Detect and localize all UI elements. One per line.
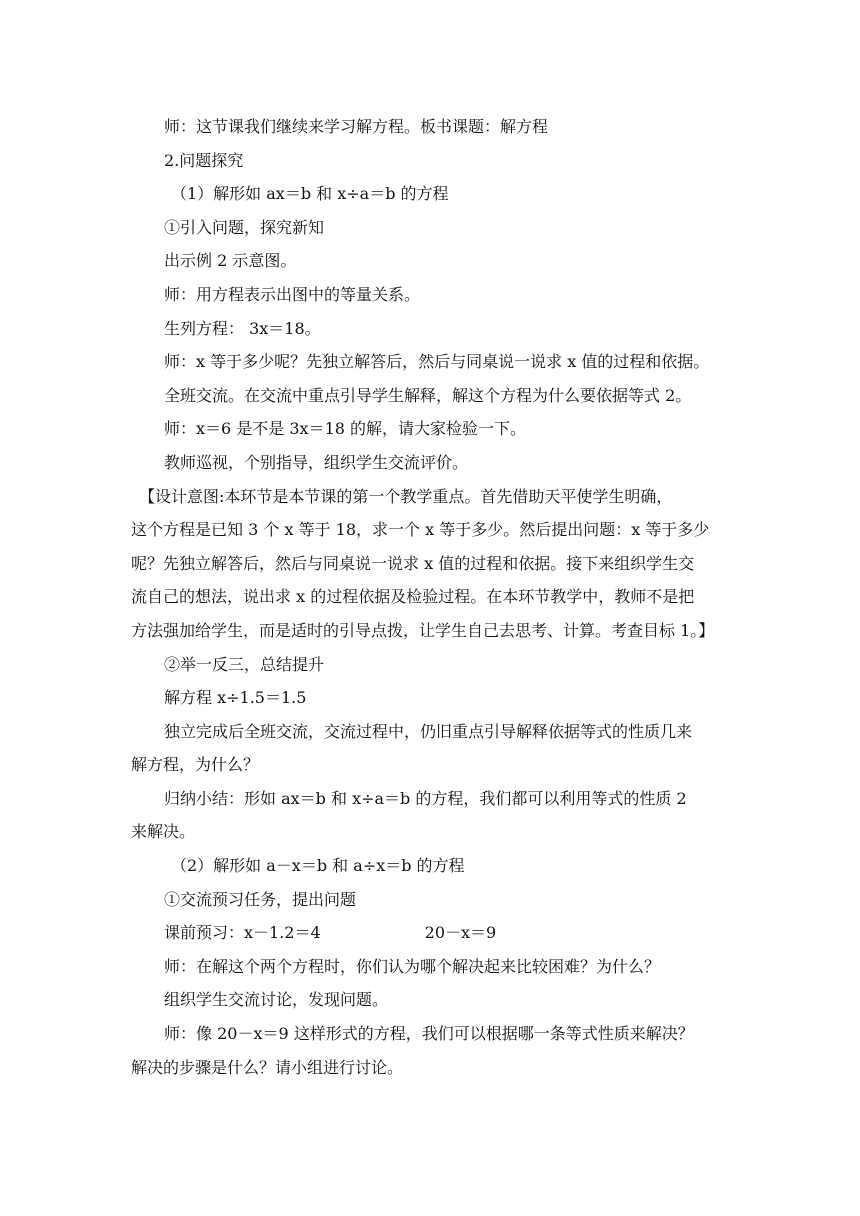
paragraph-line: 师：在解这个两个方程时，你们认为哪个解决起来比较困难？为什么？ bbox=[164, 956, 661, 976]
design-intent-line: 这个方程是已知 3 个 x 等于 18，求一个 x 等于多少。然后提出问题：x 等于多少 bbox=[131, 520, 710, 540]
step-heading: ①交流预习任务，提出问题 bbox=[164, 889, 357, 909]
paragraph-line: 生列方程： 3x＝18。 bbox=[164, 318, 321, 338]
subsection-heading: （1）解形如 ax＝b 和 x÷a＝b 的方程 bbox=[171, 184, 449, 204]
paragraph-line: 独立完成后全班交流，交流过程中，仍旧重点引导解释依据等式的性质几来 bbox=[164, 721, 693, 741]
paragraph-line: 解方程 x÷1.5＝1.5 bbox=[164, 688, 307, 708]
paragraph-line: 教师巡视，个别指导，组织学生交流评价。 bbox=[164, 452, 469, 472]
design-intent-line: 呢？先独立解答后，然后与同桌说一说求 x 值的过程和依据。接下来组织学生交 bbox=[131, 553, 695, 573]
paragraph-line: 师：x＝6 是不是 3x＝18 的解，请大家检验一下。 bbox=[164, 419, 527, 439]
paragraph-line: 组织学生交流讨论，发现问题。 bbox=[164, 990, 389, 1010]
document-body bbox=[131, 110, 741, 1084]
paragraph-line: 出示例 2 示意图。 bbox=[164, 251, 297, 271]
paragraph-line: 师：这节课我们继续来学习解方程。板书课题：解方程 bbox=[164, 117, 549, 136]
paragraph-line: 师：像 20－x＝9 这样形式的方程，我们可以根据哪一条等式性质来解决？ bbox=[164, 1024, 694, 1044]
preview-equation-1: 课前预习：x－1.2＝4 bbox=[164, 923, 321, 943]
design-intent-line: 方法强加给学生，而是适时的引导点拨，让学生自己去思考、计算。考查目标 1。】 bbox=[131, 620, 715, 640]
design-intent-line: 【设计意图:本环节是本节课的第一个教学重点。首先借助天平使学生明确， bbox=[139, 486, 673, 506]
preview-task-line bbox=[131, 916, 741, 950]
paragraph-line: 全班交流。在交流中重点引导学生解释，解这个方程为什么要依据等式 2。 bbox=[164, 385, 692, 405]
paragraph-line: 师：x 等于多少呢？先独立解答后，然后与同桌说一说求 x 值的过程和依据。 bbox=[164, 352, 710, 372]
design-intent-line: 流自己的想法，说出求 x 的过程依据及检验过程。在本环节教学中，教师不是把 bbox=[131, 587, 695, 607]
step-heading: ①引入问题，探究新知 bbox=[164, 217, 325, 237]
paragraph-line: 解决的步骤是什么？请小组进行讨论。 bbox=[131, 1057, 404, 1077]
paragraph-line: 归纳小结：形如 ax＝b 和 x÷a＝b 的方程，我们都可以利用等式的性质 2 bbox=[164, 788, 687, 808]
paragraph-line: 师：用方程表示出图中的等量关系。 bbox=[164, 284, 421, 304]
section-heading: 2.问题探究 bbox=[164, 150, 244, 170]
paragraph-line: 来解决。 bbox=[131, 822, 196, 842]
subsection-heading: （2）解形如 a－x＝b 和 a÷x＝b 的方程 bbox=[171, 856, 465, 876]
step-heading: ②举一反三，总结提升 bbox=[164, 654, 325, 674]
preview-equation-2: 20－x＝9 bbox=[424, 923, 497, 943]
paragraph-line: 解方程，为什么？ bbox=[131, 755, 260, 775]
